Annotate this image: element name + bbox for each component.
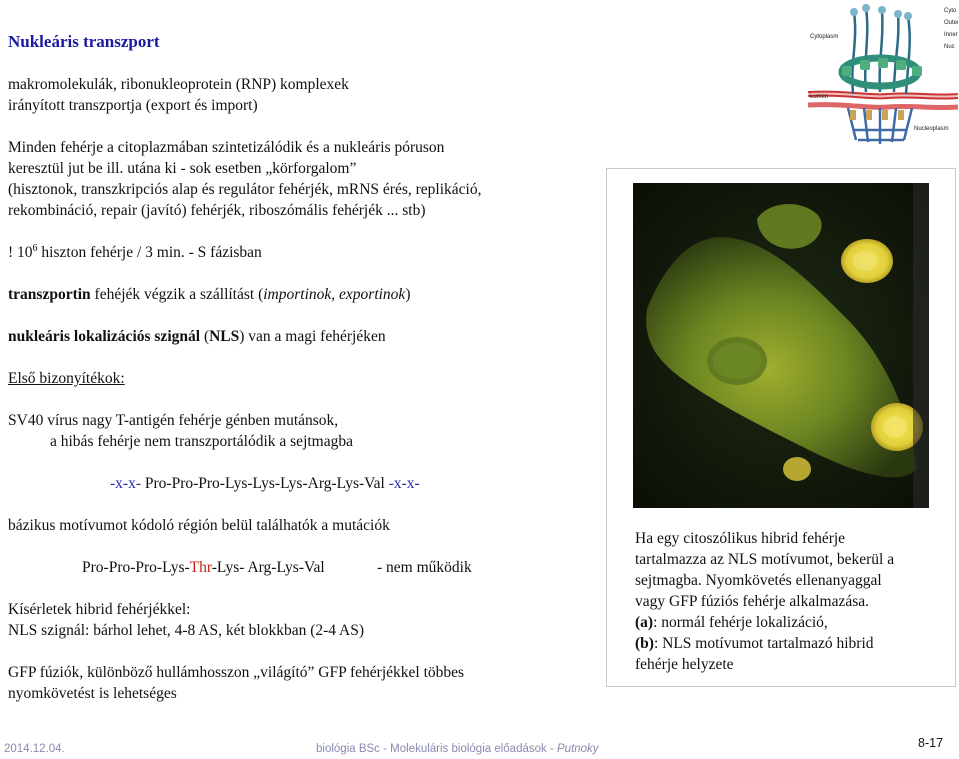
synthesis-line-3: (hisztonok, transzkripciós alap és regulátor fehérjék, mRNS érés, replikáció, (8, 181, 482, 198)
mutant-sequence: Pro-Pro-Pro-Lys-Thr-Lys- Arg-Lys-Val (82, 559, 325, 576)
caption-item-b: (b): NLS motívumot tartalmazó hibrid (635, 635, 874, 652)
diagram-label-r2: Outer (944, 20, 958, 26)
diagram-label-r4: Nuc (944, 44, 955, 50)
sv40-line-2: a hibás fehérje nem transzportálódik a sejtmagba (50, 433, 353, 450)
histone-rate: ! $10^6$ hiszton fehérje / 3 min. - S fázisban (8, 242, 262, 261)
evidence-heading: Első bizonyítékok: (8, 370, 125, 387)
nls-line: nukleáris lokalizációs szignál (NLS) van a magi fehérjéken (8, 328, 386, 345)
caption-line-4: vagy GFP fúziós fehérje alkalmazása. (635, 593, 869, 610)
caption-line-1: Ha egy citoszólikus hibrid fehérje (635, 530, 846, 547)
caption-line-2: tartalmazza az NLS motívumot, bekerül a (635, 551, 895, 568)
nucleoplasm-label: Nucleoplasm (914, 126, 949, 132)
diagram-label-r1: Cyto (944, 8, 957, 14)
intro-line-1: makromolekulák, ribonukleoprotein (RNP) komplexek (8, 76, 349, 93)
gfp-line-1: GFP fúziók, különböző hullámhosszon „világító” GFP fehérjékkel többes (8, 664, 465, 681)
nls-signal-desc: NLS szignál: bárhol lehet, 4-8 AS, két blokkban (2-4 AS) (8, 622, 365, 639)
footer-date: 2014.12.04. (4, 743, 65, 755)
gfp-line-2: nyomkövetést is lehetséges (8, 685, 177, 702)
caption-line-3: sejtmagba. Nyomkövetés ellenanyaggal (635, 572, 882, 589)
caption-line-7: fehérje helyzete (635, 656, 734, 673)
page-number: 8-17 (918, 736, 944, 750)
page-title: Nukleáris transzport (8, 32, 160, 51)
transportin-line: transzportin fehéjék végzik a szállítást (importinok, exportinok) (8, 286, 411, 303)
synthesis-line-4: rekombináció, repair (javító) fehérjék, riboszómális fehérjék ... stb) (8, 202, 426, 219)
nls-sequence: -x-x- Pro-Pro-Pro-Lys-Lys-Lys-Arg-Lys-Val -x-x- (110, 475, 420, 492)
cytoplasm-label: Cytoplasm (810, 34, 839, 40)
footer-course: biológia BSc - Molekuláris biológia előadások - Putnoky (316, 743, 599, 755)
nuclear-pore-diagram (808, 2, 958, 150)
caption-item-a: (a): normál fehérje lokalizáció, (635, 614, 828, 631)
intro-line-2: irányított transzportja (export és import) (8, 97, 258, 114)
hybrid-experiments: Kísérletek hibrid fehérjékkel: (8, 601, 191, 618)
diagram-label-r3: Inner (944, 32, 958, 38)
mutant-result: - nem működik (377, 559, 472, 576)
figure-caption-box (606, 518, 956, 687)
mutation-region-line: bázikus motívumot kódoló régión belül találhatók a mutációk (8, 517, 390, 534)
sv40-line-1: SV40 vírus nagy T-antigén fehérje génben mutánsok, (8, 412, 339, 429)
synthesis-line-2: keresztül jut be ill. utána ki - sok esetben „körforgalom” (8, 160, 357, 177)
synthesis-line-1: Minden fehérje a citoplazmában szintetizálódik és a nukleáris póruson (8, 139, 445, 156)
lumen-label: Lumen (810, 94, 829, 100)
fluorescence-micrograph (606, 168, 956, 520)
